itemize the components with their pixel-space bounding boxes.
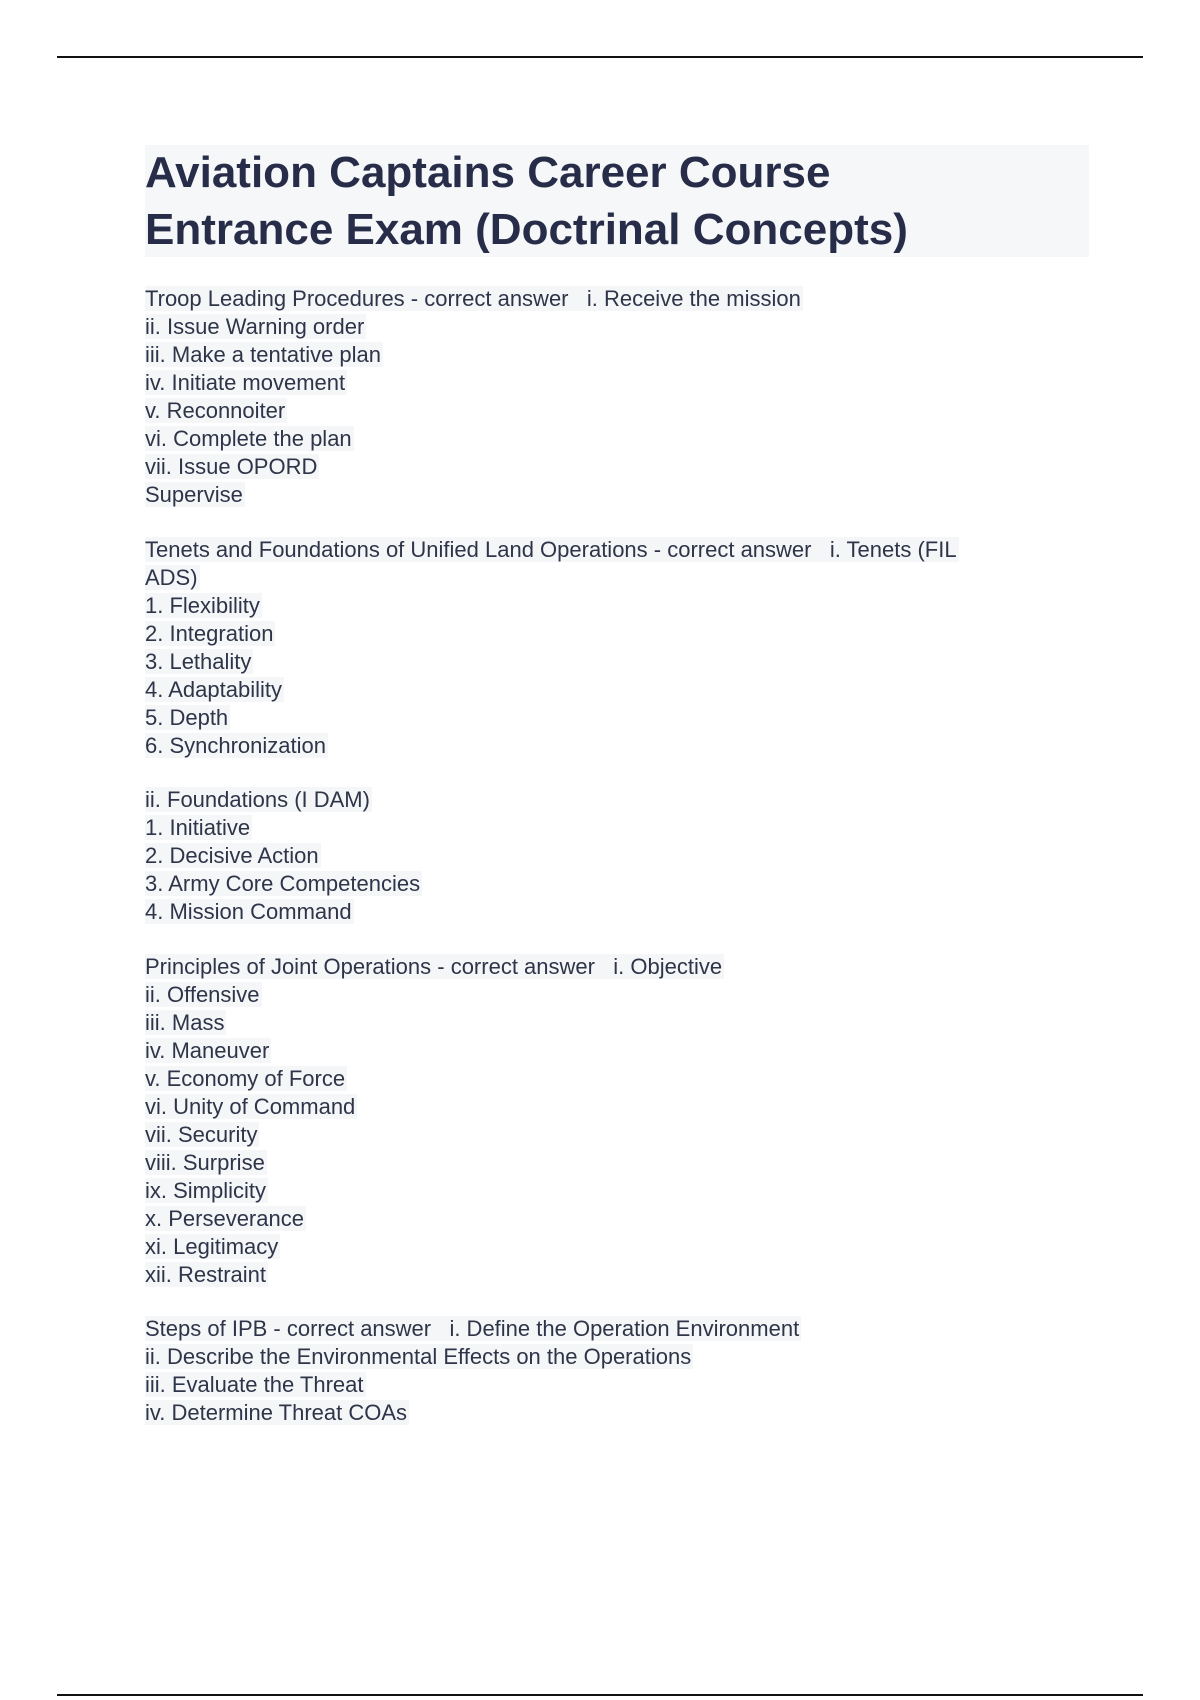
qa-answer-line: ADS) [145, 565, 198, 590]
qa-answer-line: iii. Evaluate the Threat [145, 1372, 364, 1397]
qa-answer-line: 2. Decisive Action [145, 843, 319, 868]
qa-answer-line: v. Economy of Force [145, 1066, 346, 1091]
qa-answer-line: ii. Issue Warning order [145, 314, 365, 339]
qa-answer-line: iii. Make a tentative plan [145, 342, 382, 367]
bottom-rule [57, 1694, 1143, 1696]
qa-answer-line: vi. Complete the plan [145, 426, 352, 451]
qa-answer-line: 5. Depth [145, 705, 229, 730]
qa-question-line: Steps of IPB - correct answer i. Define the Operation Environment [145, 1316, 800, 1341]
qa-answer-line: 3. Army Core Competencies [145, 871, 421, 896]
qa-answer-line: 1. Flexibility [145, 593, 260, 618]
document-title-line: Entrance Exam (Doctrinal Concepts) [145, 205, 908, 254]
qa-answer-line: ii. Describe the Environmental Effects on the Operations [145, 1344, 692, 1369]
qa-answer-line: iv. Initiate movement [145, 370, 346, 395]
qa-answer-line: vi. Unity of Command [145, 1094, 356, 1119]
qa-question-line: Principles of Joint Operations - correct answer i. Objective [145, 954, 723, 979]
qa-answer-line: 3. Lethality [145, 649, 252, 674]
qa-question-line: Tenets and Foundations of Unified Land Operations - correct answer i. Tenets (FIL [145, 537, 957, 562]
qa-answer-line: 1. Initiative [145, 815, 251, 840]
qa-answer-line: xi. Legitimacy [145, 1234, 279, 1259]
qa-answer-line: xii. Restraint [145, 1262, 267, 1287]
document-title-block [145, 145, 1089, 257]
qa-answer-line: iv. Determine Threat COAs [145, 1400, 408, 1425]
qa-answer-line: vii. Security [145, 1122, 258, 1147]
qa-question-line: Troop Leading Procedures - correct answer i. Receive the mission [145, 286, 801, 311]
qa-answer-line: vii. Issue OPORD [145, 454, 318, 479]
qa-answer-line: 4. Mission Command [145, 899, 352, 924]
qa-answer-line: ii. Offensive [145, 982, 260, 1007]
qa-answer-line: viii. Surprise [145, 1150, 265, 1175]
qa-answer-line: 4. Adaptability [145, 677, 282, 702]
qa-answer-line: 6. Synchronization [145, 733, 326, 758]
qa-answer-line: ix. Simplicity [145, 1178, 267, 1203]
qa-answer-line: v. Reconnoiter [145, 398, 286, 423]
qa-answer-line: iv. Maneuver [145, 1038, 270, 1063]
qa-answer-line: x. Perseverance [145, 1206, 304, 1231]
qa-answer-line: ii. Foundations (I DAM) [145, 787, 370, 812]
qa-answer-line: Supervise [145, 482, 243, 507]
qa-answer-line: 2. Integration [145, 621, 274, 646]
document-title-line: Aviation Captains Career Course [145, 148, 831, 197]
top-rule [57, 56, 1143, 58]
qa-answer-line: iii. Mass [145, 1010, 225, 1035]
